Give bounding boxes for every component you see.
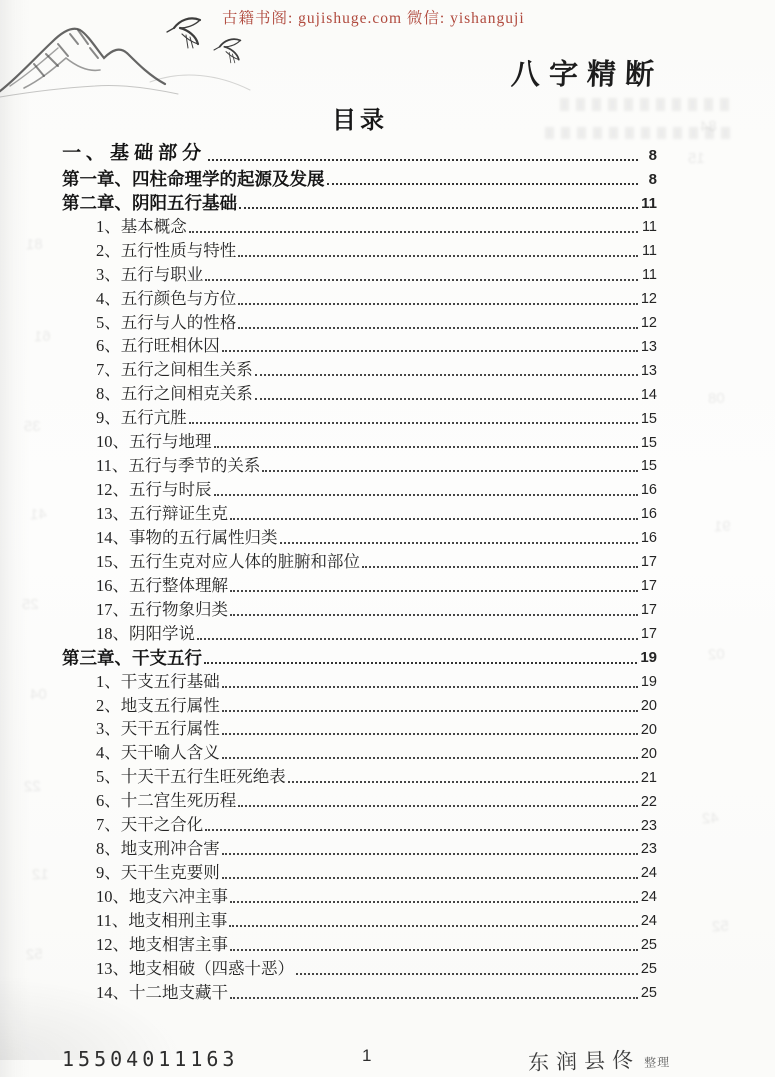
dot-leader	[280, 542, 638, 544]
dot-leader	[362, 566, 638, 568]
toc-entry-page: 15	[640, 434, 657, 451]
toc-entry-page: 24	[640, 913, 657, 930]
toc-entry	[62, 787, 657, 811]
toc-entry-page: 11	[641, 219, 657, 236]
toc-entry-label: 8、地支刑冲合害	[96, 839, 220, 859]
bleed-through-mark: 25	[21, 595, 39, 614]
toc-list	[62, 141, 657, 1003]
toc-entry	[62, 739, 657, 763]
toc-entry-label: 8、五行之间相克关系	[96, 384, 253, 404]
dot-leader	[214, 446, 638, 448]
dot-leader	[230, 997, 638, 999]
toc-entry	[62, 165, 657, 189]
toc-entry-page: 24	[640, 889, 657, 906]
bleed-through-mark: 35	[23, 417, 41, 436]
toc-entry	[62, 811, 657, 835]
toc-entry-label: 第三章、干支五行	[62, 647, 202, 668]
toc-entry-label: 7、五行之间相生关系	[96, 360, 253, 380]
toc-entry-page: 13	[640, 338, 657, 355]
toc-entry-page: 8	[648, 170, 657, 188]
dot-leader	[222, 733, 638, 735]
toc-entry-label: 10、地支六冲主事	[96, 887, 228, 907]
bleed-through-mark: 22	[23, 777, 41, 796]
dot-leader	[255, 374, 638, 376]
toc-entry-label: 6、十二宫生死历程	[96, 791, 237, 811]
toc-entry	[62, 596, 657, 620]
toc-title: 目录	[332, 108, 388, 134]
bleed-through-mark: 91	[713, 517, 731, 536]
toc-entry-label: 17、五行物象归类	[96, 599, 228, 619]
toc-entry	[62, 548, 657, 572]
toc-entry-label: 18、阴阳学说	[96, 623, 195, 643]
dot-leader	[288, 781, 638, 783]
toc-entry-page: 24	[640, 865, 657, 882]
toc-entry	[62, 716, 657, 740]
dot-leader	[208, 159, 638, 161]
toc-entry-page: 16	[640, 506, 657, 523]
toc-entry-page: 17	[640, 578, 657, 595]
toc-entry-label: 14、十二地支藏干	[96, 982, 228, 1002]
toc-entry-page: 15	[640, 410, 657, 427]
toc-entry-page: 15	[640, 458, 657, 475]
dot-leader	[238, 255, 638, 257]
toc-entry-label: 11、地支相刑主事	[96, 910, 228, 930]
toc-entry	[62, 476, 657, 500]
toc-entry	[62, 237, 657, 261]
toc-entry-label: 15、五行生克对应人体的脏腑和部位	[96, 551, 360, 571]
toc-entry	[62, 333, 657, 357]
dot-leader	[222, 350, 638, 352]
dot-leader	[238, 805, 638, 807]
toc-entry	[62, 452, 657, 476]
page-number: 1	[362, 1046, 372, 1065]
toc-entry	[62, 955, 657, 979]
toc-entry-page: 11	[641, 266, 657, 283]
toc-entry	[62, 189, 657, 213]
toc-entry-label: 3、五行与职业	[96, 264, 204, 284]
toc-entry-page: 21	[640, 769, 657, 786]
toc-entry-page: 16	[640, 530, 657, 547]
dot-leader	[230, 901, 638, 903]
toc-entry-label: 6、五行旺相休囚	[96, 336, 220, 356]
bleed-through-mark: 04	[29, 685, 47, 704]
toc-entry-page: 11	[641, 194, 657, 212]
dot-leader	[230, 518, 638, 520]
watermark-text: 古籍书阁: gujishuge.com 微信: yishanguji	[222, 10, 525, 27]
dot-leader	[238, 327, 638, 329]
page-footer	[0, 1043, 775, 1075]
ink-painting-mountains-cranes-icon	[0, 0, 255, 112]
dot-leader	[229, 925, 637, 927]
toc-entry	[62, 859, 657, 883]
toc-entry-label: 7、天干之合化	[96, 815, 204, 835]
toc-entry-label: 2、五行性质与特性	[96, 240, 237, 260]
dot-leader	[239, 207, 638, 209]
dot-leader	[189, 422, 638, 424]
toc-entry	[62, 979, 657, 1003]
dot-leader	[222, 853, 638, 855]
dot-leader	[238, 303, 638, 305]
dot-leader	[205, 829, 638, 831]
toc-entry-label: 10、五行与地理	[96, 432, 212, 452]
toc-entry	[62, 620, 657, 644]
toc-entry-label: 16、五行整体理解	[96, 575, 228, 595]
crane-icon	[214, 39, 240, 63]
dot-leader	[255, 398, 638, 400]
toc-entry	[62, 285, 657, 309]
toc-entry-page: 17	[640, 626, 657, 643]
toc-entry-label: 9、天干生克要则	[96, 863, 220, 883]
toc-entry-page: 23	[640, 817, 657, 834]
toc-entry-page: 25	[640, 937, 657, 954]
toc-entry-label: 第一章、四柱命理学的起源及发展	[62, 168, 325, 189]
toc-entry	[62, 404, 657, 428]
bleed-through-mark: 41	[29, 505, 47, 524]
toc-entry-page: 25	[640, 985, 657, 1002]
toc-entry-label: 13、地支相破（四惑十恶）	[96, 958, 294, 978]
dot-leader	[262, 470, 637, 472]
dot-leader	[214, 494, 638, 496]
bleed-through-mark: 52	[25, 945, 43, 964]
toc-entry-label: 第二章、阴阳五行基础	[62, 192, 237, 213]
dot-leader	[230, 614, 638, 616]
bleed-through-mark: 42	[701, 809, 719, 828]
dot-leader	[222, 757, 638, 759]
toc-entry-page: 17	[640, 602, 657, 619]
toc-entry-page: 23	[640, 841, 657, 858]
toc-entry	[62, 309, 657, 333]
toc-entry	[62, 500, 657, 524]
dot-leader	[197, 638, 638, 640]
toc-entry-label: 14、事物的五行属性归类	[96, 527, 278, 547]
dot-leader	[205, 279, 638, 281]
toc-entry-page: 22	[640, 793, 657, 810]
toc-entry-page: 13	[640, 362, 657, 379]
toc-entry-label: 1、基本概念	[96, 216, 187, 236]
toc-entry	[62, 356, 657, 380]
toc-entry-label: 4、天干喻人含义	[96, 743, 220, 763]
footer-phone-number: 15504011163	[62, 1047, 239, 1071]
toc-entry-label: 2、地支五行属性	[96, 695, 220, 715]
bleed-through-mark: 08	[707, 389, 725, 408]
toc-entry-label: 12、地支相害主事	[96, 934, 228, 954]
toc-entry-label: 5、十天干五行生旺死绝表	[96, 767, 286, 787]
dot-leader	[222, 686, 638, 688]
toc-entry-page: 17	[640, 554, 657, 571]
toc-entry-label: 1、干支五行基础	[96, 671, 220, 691]
toc-entry	[62, 428, 657, 452]
bleed-through-mark: 12	[31, 865, 49, 884]
toc-entry	[62, 380, 657, 404]
toc-entry	[62, 668, 657, 692]
toc-entry	[62, 141, 657, 165]
toc-entry-label: 9、五行亢胜	[96, 408, 187, 428]
handwritten-note-small: 整理	[643, 1055, 671, 1070]
toc-entry-label: 4、五行颜色与方位	[96, 288, 237, 308]
toc-entry-page: 8	[648, 146, 657, 164]
handwritten-note-text: 东润县佟	[527, 1047, 641, 1075]
crane-icon	[167, 18, 200, 48]
bleed-through-mark: 15	[687, 149, 705, 168]
toc-entry-label: 13、五行辩证生克	[96, 504, 228, 524]
toc-entry-page: 12	[640, 314, 657, 331]
dot-leader	[222, 710, 638, 712]
toc-entry-page: 12	[640, 290, 657, 307]
book-title: 八字精断	[510, 59, 664, 91]
toc-entry-label: 一、基础部分	[61, 143, 207, 165]
bleed-through-mark: 02	[707, 645, 725, 664]
toc-entry-label: 12、五行与时辰	[96, 480, 212, 500]
toc-entry-page: 11	[641, 243, 657, 260]
dot-leader	[189, 231, 638, 233]
dot-leader	[230, 949, 638, 951]
toc-entry-page: 20	[640, 721, 657, 738]
toc-entry	[62, 835, 657, 859]
bleed-through-mark: 52	[711, 917, 729, 936]
toc-entry-page: 20	[640, 697, 657, 714]
dot-leader	[222, 877, 638, 879]
toc-entry-page: 19	[640, 649, 657, 667]
toc-entry	[62, 524, 657, 548]
handwritten-note	[528, 1043, 671, 1077]
toc-entry-label: 11、五行与季节的关系	[96, 456, 261, 476]
toc-entry	[62, 763, 657, 787]
toc-entry	[62, 261, 657, 285]
dot-leader	[230, 590, 638, 592]
dot-leader	[204, 662, 637, 664]
toc-entry-label: 5、五行与人的性格	[96, 312, 237, 332]
toc-entry	[62, 213, 657, 237]
toc-entry	[62, 883, 657, 907]
toc-entry-page: 19	[640, 673, 657, 690]
toc-entry	[62, 931, 657, 955]
dot-leader	[296, 973, 638, 975]
toc-entry-page: 20	[640, 745, 657, 762]
toc-entry	[62, 907, 657, 931]
bleed-through-mark: 84	[699, 117, 717, 136]
toc-entry	[62, 692, 657, 716]
bleed-through-mark: 81	[25, 235, 43, 254]
bleed-through-mark: 61	[33, 327, 51, 346]
toc-entry-label: 3、天干五行属性	[96, 719, 220, 739]
dot-leader	[327, 183, 639, 185]
toc-entry-page: 16	[640, 482, 657, 499]
toc-entry-page: 25	[640, 961, 657, 978]
toc-entry	[62, 572, 657, 596]
toc-entry-page: 14	[640, 386, 657, 403]
toc-entry	[62, 644, 657, 668]
